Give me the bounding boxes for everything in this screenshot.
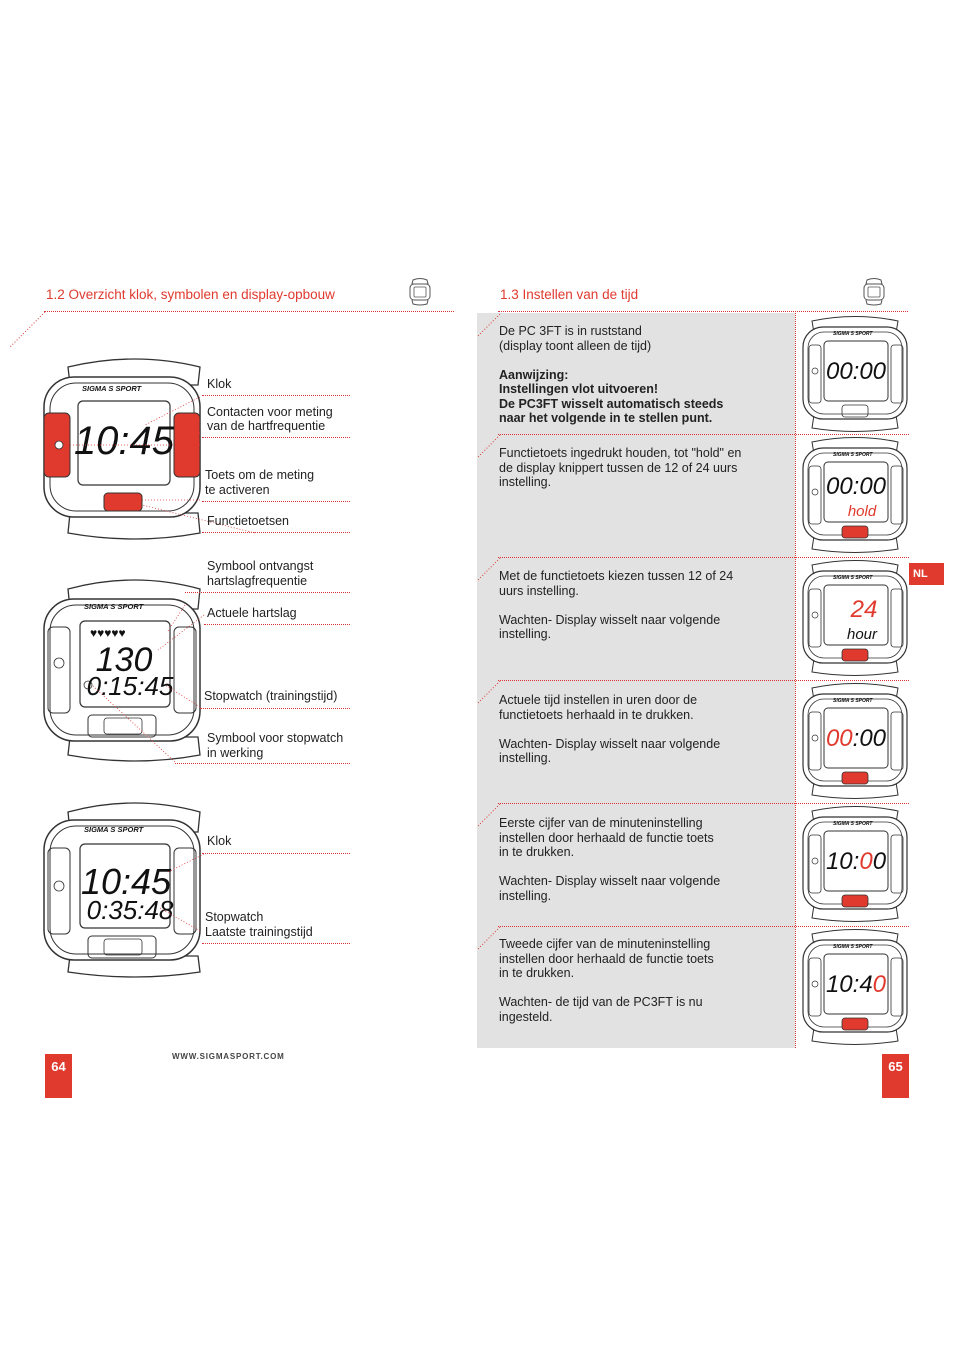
section-heading-1-2: 1.2 Overzicht klok, symbolen en display-opbouw: [46, 287, 335, 302]
display-stopwatch: 0:15:45: [86, 671, 174, 701]
watch-icon: [862, 278, 886, 311]
label-stopwatch-training: Stopwatch (trainingstijd): [204, 689, 338, 703]
label-underline: [175, 763, 350, 764]
page-number-right: 65: [882, 1054, 909, 1098]
step-watch-1: [800, 315, 910, 438]
label-symbool-stopwatch-2: in werking: [207, 746, 264, 760]
step-watch-2: [800, 436, 910, 559]
label-underline: [204, 624, 350, 625]
label-actuele-hartslag: Actuele hartslag: [207, 606, 297, 620]
step-watch-5: [800, 805, 910, 928]
label-underline: [202, 395, 350, 396]
svg-text:SIGMA S SPORT: SIGMA S SPORT: [84, 825, 144, 834]
label-klok: Klok: [207, 377, 232, 391]
label-contacten: Contacten voor meting: [207, 405, 333, 419]
step-line: Tweede cijfer van de minuteninstelling: [499, 937, 711, 951]
heading-underline: [44, 311, 454, 312]
step-line: Eerste cijfer van de minuteninstelling: [499, 816, 703, 830]
footer-url: WWW.SIGMASPORT.COM: [172, 1052, 285, 1061]
step-watch-4: [800, 682, 910, 805]
display-time: 10:45: [80, 861, 172, 902]
display-sub: hold: [847, 503, 877, 520]
step-line-bold: naar het volgende in te stellen punt.: [499, 411, 713, 425]
step-line: (display toont alleen de tijd): [499, 338, 652, 353]
watch-figure-stopwatch: [40, 798, 360, 983]
step-line: instellen door herhaald de functie toets: [499, 830, 714, 845]
brand-logo: SIGMA S SPORT: [82, 384, 142, 393]
display-heartrate: 130: [95, 641, 153, 679]
step-line-bold: De PC3FT wisselt automatisch steeds: [499, 396, 724, 411]
display-main: 10:00: [825, 848, 887, 875]
label-underline: [202, 501, 350, 502]
step-4-text: [499, 693, 789, 766]
step-line-bold: Aanwijzing:: [499, 367, 569, 382]
label-underline: [202, 943, 350, 944]
step-line: Wachten- Display wisselt naar volgende: [499, 874, 721, 888]
brand-logo: SIGMA S SPORT: [833, 575, 873, 581]
step-line: instelling.: [499, 627, 552, 641]
step-6-text: [499, 937, 789, 1024]
watch-icon: [408, 278, 432, 311]
step-3-text: [499, 569, 789, 642]
label-functietoetsen: Functietoetsen: [207, 514, 289, 528]
watch-figure-clock: [40, 355, 360, 545]
step-line: Wachten- de tijd van de PC3FT is nu: [499, 995, 703, 1009]
label-toets-2: te activeren: [205, 483, 270, 497]
step-5-text: [499, 816, 789, 903]
label-underline: [202, 853, 350, 854]
step-line: Wachten- Display wisselt naar volgende: [499, 736, 721, 751]
display-main: 00:00: [825, 725, 887, 752]
heading-underline: [498, 311, 908, 312]
label-symbool-ontvangst-2: hartslagfrequentie: [207, 574, 308, 588]
step-1-text: [499, 324, 789, 426]
step-line: Wachten- Display wisselt naar volgende: [499, 612, 721, 627]
step-line: functietoets herhaald in te drukken.: [499, 707, 694, 722]
label-stopwatch: Stopwatch: [205, 910, 264, 924]
brand-logo: SIGMA S SPORT: [833, 698, 873, 704]
label-symbool-stopwatch: Symbool voor stopwatch: [207, 731, 344, 745]
display-time: 10:45: [73, 419, 175, 463]
label-contacten-2: van de hartfrequentie: [207, 419, 326, 433]
label-underline: [185, 592, 350, 593]
step-line: Actuele tijd instellen in uren door de: [499, 693, 698, 707]
display-main: 00:00: [825, 473, 887, 500]
display-main: 24: [850, 596, 878, 623]
label-laatste-trainingstijd: Laatste trainingstijd: [205, 925, 313, 939]
step-watch-6: [800, 928, 910, 1051]
step-line: ingesteld.: [499, 1009, 553, 1024]
label-klok: Klok: [207, 834, 232, 848]
step-2-text: [499, 446, 789, 490]
brand-logo: SIGMA S SPORT: [833, 944, 873, 950]
corner-dotted-diagonal: [8, 311, 48, 351]
step-line: Functietoets ingedrukt houden, tot "hold" en: [499, 446, 742, 460]
label-underline: [202, 532, 350, 533]
step-watch-3: [800, 559, 910, 682]
step-line: de display knippert tussen de 12 of 24 uurs: [499, 460, 738, 475]
step-line: in te drukken.: [499, 845, 575, 859]
step-line: Met de functietoets kiezen tussen 12 of 24: [499, 569, 734, 583]
step-line: uurs instelling.: [499, 583, 579, 598]
step-line: instelling.: [499, 751, 552, 765]
section-heading-1-3: 1.3 Instellen van de tijd: [500, 287, 639, 302]
step-line-bold: Instellingen vlot uitvoeren!: [499, 382, 659, 396]
label-underline: [200, 708, 350, 709]
step-line: De PC 3FT is in ruststand: [499, 324, 642, 338]
display-main: 10:40: [825, 971, 887, 998]
display-stopwatch: 0:35:48: [86, 895, 174, 925]
step-line: instelling.: [499, 888, 552, 903]
brand-logo: SIGMA S SPORT: [833, 452, 873, 458]
language-tab: NL: [909, 563, 944, 585]
page-number-left: 64: [45, 1054, 72, 1098]
step-line: in te drukken.: [499, 966, 575, 980]
svg-text:♥♥♥♥♥: ♥♥♥♥♥: [90, 626, 126, 640]
svg-text:SIGMA S SPORT: SIGMA S SPORT: [84, 602, 144, 611]
display-main: 00:00: [825, 358, 887, 385]
brand-logo: SIGMA S SPORT: [833, 331, 873, 337]
label-underline: [202, 437, 350, 438]
display-sub: hour: [846, 626, 878, 643]
label-toets: Toets om de meting: [205, 468, 315, 482]
step-line: instellen door herhaald de functie toets: [499, 951, 714, 966]
step-line: instelling.: [499, 475, 552, 489]
brand-logo: SIGMA S SPORT: [833, 821, 873, 827]
label-symbool-ontvangst: Symbool ontvangst: [207, 559, 314, 573]
